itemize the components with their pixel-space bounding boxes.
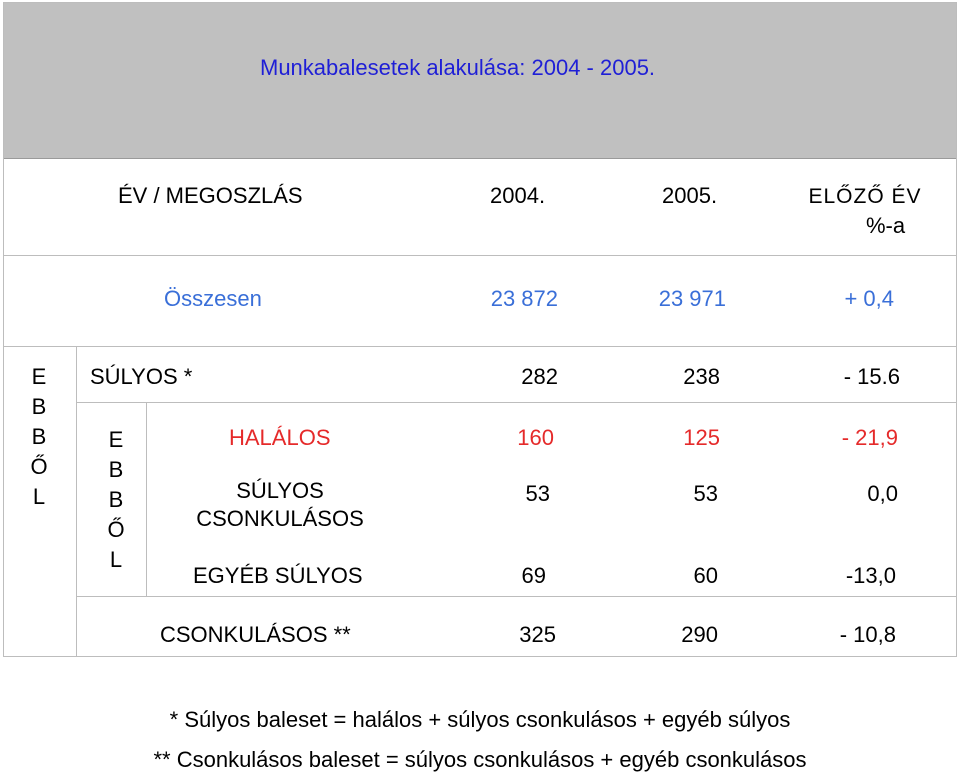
header-col-label: ÉV / MEGOSZLÁS bbox=[118, 183, 303, 208]
crippling-pct: - 10,8 bbox=[839, 622, 896, 647]
total-label: Összesen bbox=[164, 286, 262, 311]
inner-group-divider bbox=[146, 402, 147, 596]
severe-crippling-2005: 53 bbox=[693, 481, 718, 506]
header-prev-year-line2: %-a bbox=[866, 213, 906, 238]
divider-inner-top bbox=[76, 402, 956, 403]
fatal-label: HALÁLOS bbox=[229, 425, 331, 450]
other-severe-2004: 69 bbox=[521, 563, 546, 588]
severe-2004: 282 bbox=[521, 364, 558, 389]
severe-crippling-pct: 0,0 bbox=[867, 481, 898, 506]
crippling-label: CSONKULÁSOS ** bbox=[160, 622, 351, 647]
outer-group-label: E B B Ő L bbox=[30, 364, 48, 509]
footnote-severe: * Súlyos baleset = halálos + súlyos csonkulásos + egyéb súlyos bbox=[169, 707, 791, 732]
total-pct: + 0,4 bbox=[844, 286, 894, 311]
severe-crippling-label-line1: SÚLYOS bbox=[236, 478, 324, 503]
header-prev-year-line1: ELŐZŐ ÉV bbox=[808, 185, 922, 208]
other-severe-label: EGYÉB SÚLYOS bbox=[193, 563, 363, 588]
severe-pct: - 15.6 bbox=[843, 364, 900, 389]
crippling-2005: 290 bbox=[681, 622, 718, 647]
total-2005: 23 971 bbox=[658, 286, 726, 311]
fatal-pct: - 21,9 bbox=[841, 425, 898, 450]
divider-total bbox=[4, 346, 956, 347]
divider-header bbox=[4, 255, 956, 256]
inner-group-label: E B B Ő L bbox=[107, 427, 125, 572]
header-year-2005: 2005. bbox=[662, 183, 718, 208]
total-2004: 23 872 bbox=[490, 286, 558, 311]
header-year-2004: 2004. bbox=[490, 183, 546, 208]
severe-label: SÚLYOS * bbox=[90, 364, 193, 389]
footnote-crippling: ** Csonkulásos baleset = súlyos csonkulásos + egyéb csonkulásos bbox=[153, 747, 807, 772]
page-title: Munkabalesetek alakulása: 2004 - 2005. bbox=[260, 55, 656, 80]
severe-crippling-label-line2: CSONKULÁSOS bbox=[196, 506, 364, 531]
divider-inner-bottom bbox=[76, 596, 956, 597]
other-severe-pct: -13,0 bbox=[845, 563, 896, 588]
outer-group-divider bbox=[76, 346, 77, 656]
other-severe-2005: 60 bbox=[693, 563, 718, 588]
fatal-2004: 160 bbox=[517, 425, 554, 450]
title-band bbox=[4, 3, 956, 159]
severe-crippling-2004: 53 bbox=[525, 481, 550, 506]
fatal-2005: 125 bbox=[683, 425, 720, 450]
severe-2005: 238 bbox=[683, 364, 720, 389]
crippling-2004: 325 bbox=[519, 622, 556, 647]
